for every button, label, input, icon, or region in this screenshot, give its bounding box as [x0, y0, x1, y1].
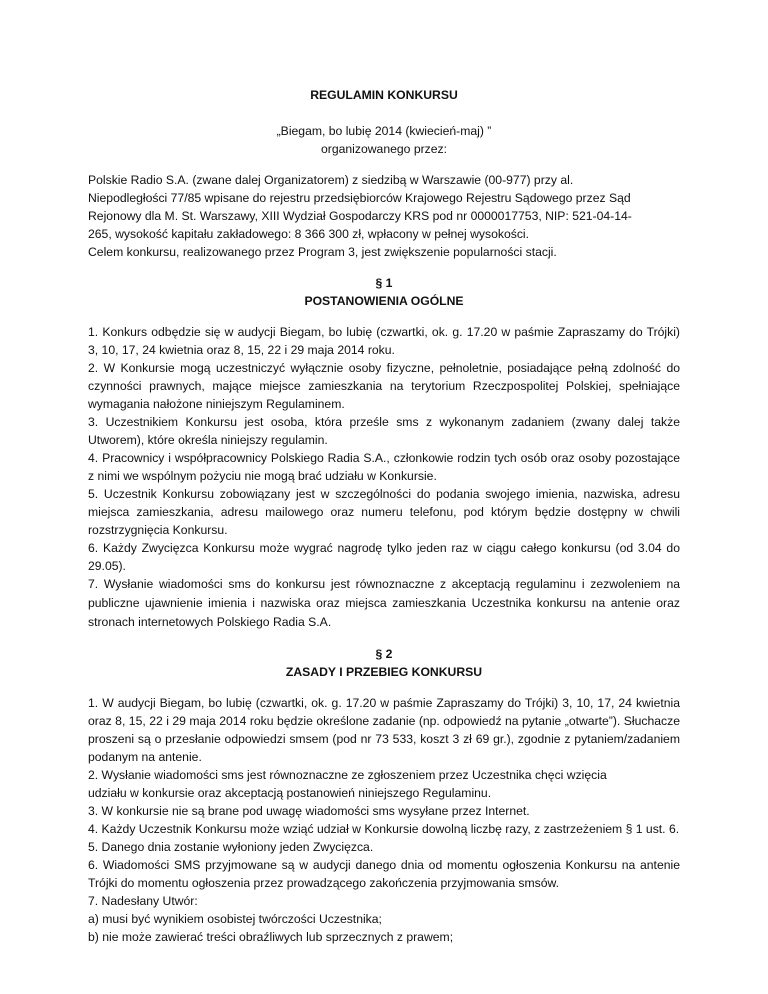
paragraph: 7. Wysłanie wiadomości sms do konkursu jest równoznaczne z akceptacją regulaminu i zezwoleniem na publiczne ujawnienie imienia i nazwiska oraz miejsca zamieszkania Uczestnika konkursu na antenie oraz stronach internetowych Polskiego Radia S.A. [88, 577, 680, 629]
organizer-info [88, 171, 680, 261]
paragraph: 2. W Konkursie mogą uczestniczyć wyłącznie osoby fizyczne, pełnoletnie, posiadające pełną zdolność do czynności prawnych, mające miejsce zamieszkania na terytorium Rzeczpospolitej Polskiej, spełniające wymagania nałożone niniejszym Regulaminem. [88, 361, 680, 411]
paragraph: 7. Nadesłany Utwór: [88, 894, 198, 908]
paragraph: 3. Uczestnikiem Konkursu jest osoba, która prześle sms z wykonanym zadaniem (zwany dalej także Utworem), które określa niniejszy regulamin. [88, 415, 680, 447]
organizer-line: 265, wysokość kapitału zakładowego: 8 366 300 zł, wpłacony w pełnej wysokości. [88, 227, 530, 241]
section-number: § 1 [375, 276, 393, 290]
organizer-line: Polskie Radio S.A. (zwane dalej Organizatorem) z siedzibą w Warszawie (00-977) przy al. [88, 173, 574, 187]
paragraph: 1. Konkurs odbędzie się w audycji Biegam, bo lubię (czwartki, ok. g. 17.20 w paśmie Zapraszamy do Trójki) 3, 10, 17, 24 kwietnia oraz 8, 15, 22 i 29 maja 2014 roku. [88, 325, 680, 357]
list-item: a) musi być wynikiem osobistej twórczości Uczestnika; [88, 912, 382, 926]
section-heading: ZASADY I PRZEBIEG KONKURSU [285, 665, 483, 679]
section-heading: POSTANOWIENIA OGÓLNE [304, 294, 464, 308]
paragraph: 3. W konkursie nie są brane pod uwagę wiadomości sms wysyłane przez Internet. [88, 804, 530, 818]
document-title: REGULAMIN KONKURSU [310, 88, 458, 102]
section-1-header [88, 274, 680, 310]
list-item: b) nie może zawierać treści obraźliwych lub sprzecznych z prawem; [88, 930, 454, 944]
paragraph: 1. W audycji Biegam, bo lubię (czwartki, ok. g. 17.20 w paśmie Zapraszamy do Trójki) 3, 10, 17, 24 kwietnia oraz 8, 15, 22 i 29 maja 2014 roku będzie określone zadanie (np. odpowiedź na pytanie „otwarte”). Słuchacze proszeni są o przesłanie odpowiedzi smsem (pod nr 73 533, koszt 3 zł 69 gr.), zgodnie z pytaniem/zadaniem podanym na antenie. [88, 696, 680, 764]
paragraph: 6. Wiadomości SMS przyjmowane są w audycji danego dnia od momentu ogłoszenia Konkursu na antenie Trójki do momentu ogłoszenia przez prowadzącego zakończenia przyjmowania smsów. [88, 858, 680, 890]
paragraph: 4. Każdy Uczestnik Konkursu może wziąć udział w Konkursie dowolną liczbę razy, z zastrzeżeniem § 1 ust. 6. [88, 822, 680, 836]
organizer-line: Niepodległości 77/85 wpisane do rejestru przedsiębiorców Krajowego Rejestru Sądowego przez Sąd [88, 191, 631, 205]
paragraph: 4. Pracownicy i współpracownicy Polskiego Radia S.A., członkowie rodzin tych osób oraz osoby pozostające z nimi we wspólnym pożyciu nie mogą brać udziału w Konkursie. [88, 451, 680, 483]
organizer-label: organizowanego przez: [320, 142, 448, 156]
contest-goal: Celem konkursu, realizowanego przez Program 3, jest zwiększenie popularności stacji. [88, 245, 557, 259]
paragraph: 5. Uczestnik Konkursu zobowiązany jest w szczególności do podania swojego imienia, nazwiska, adresu miejsca zamieszkania, adresu mailowego oraz numeru telefonu, pod którym będzie dostępny w chwili rozstrzygnięcia Konkursu. [88, 487, 680, 537]
section-number: § 2 [375, 647, 393, 661]
paragraph: udziału w konkursie oraz akceptacją postanowień niniejszego Regulaminu. [88, 786, 492, 800]
section-2-header [88, 645, 680, 681]
section-2-body [88, 694, 680, 946]
paragraph: 5. Danego dnia zostanie wyłoniony jeden Zwycięzca. [88, 840, 374, 854]
paragraph: 6. Każdy Zwycięzca Konkursu może wygrać nagrodę tylko jeden raz w ciągu całego konkursu (od 3.04 do 29.05). [88, 541, 680, 573]
organizer-line: Rejonowy dla M. St. Warszawy, XIII Wydział Gospodarczy KRS pod nr 0000017753, NIP: 521-04-14- [88, 209, 632, 223]
paragraph: 2. Wysłanie wiadomości sms jest równoznaczne ze zgłoszeniem przez Uczestnika chęci wzięcia [88, 768, 607, 782]
contest-subtitle [88, 122, 680, 158]
section-1-body [88, 323, 680, 632]
contest-name: „Biegam, bo lubię 2014 (kwiecień-maj) ” [276, 124, 492, 138]
